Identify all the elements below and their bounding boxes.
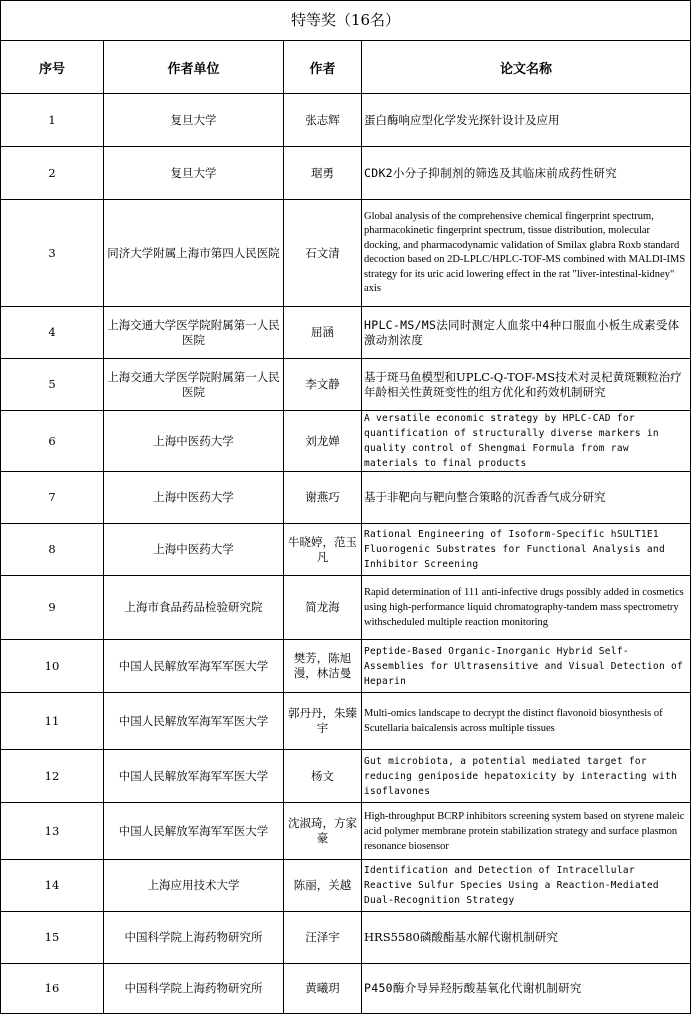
row-author: 屈涵 xyxy=(284,307,362,359)
row-unit: 中国科学院上海药物研究所 xyxy=(104,964,284,1014)
row-no: 9 xyxy=(1,576,104,640)
table-row xyxy=(1,94,691,147)
row-author: 石文清 xyxy=(284,200,362,307)
row-title: 蛋白酶响应型化学发光探针设计及应用 xyxy=(362,94,691,147)
row-no: 7 xyxy=(1,472,104,524)
row-unit: 复旦大学 xyxy=(104,94,284,147)
row-no: 16 xyxy=(1,964,104,1014)
table-row xyxy=(1,576,691,640)
row-unit: 上海中医药大学 xyxy=(104,524,284,576)
table-row xyxy=(1,411,691,472)
table-row xyxy=(1,750,691,803)
row-title: A versatile economic strategy by HPLC-CAD for quantification of structurally diverse markers in quality control of Shengmai Formula from raw materials to final products xyxy=(362,411,691,472)
header-unit: 作者单位 xyxy=(104,41,284,94)
row-no: 2 xyxy=(1,147,104,200)
row-unit: 上海交通大学医学院附属第一人民医院 xyxy=(104,359,284,411)
row-no: 11 xyxy=(1,693,104,750)
table-row xyxy=(1,147,691,200)
row-title: Rapid determination of 111 anti-infective drugs possibly added in cosmetics using high-performance liquid chromatography-tandem mass spectrometry withscheduled multiple reaction monitoring xyxy=(362,576,691,640)
row-title: CDK2小分子抑制剂的筛选及其临床前成药性研究 xyxy=(362,147,691,200)
row-unit: 中国人民解放军海军军医大学 xyxy=(104,693,284,750)
row-author: 刘龙婵 xyxy=(284,411,362,472)
table-caption: 特等奖（16名） xyxy=(1,1,691,41)
row-unit: 上海交通大学医学院附属第一人民医院 xyxy=(104,307,284,359)
row-author: 谢燕巧 xyxy=(284,472,362,524)
table-row xyxy=(1,912,691,964)
row-author: 樊芳，陈旭漫，林洁曼 xyxy=(284,640,362,693)
row-title: High-throughput BCRP inhibitors screening system based on styrene maleic acid polymer membrane protein stabilization strategy and surface plasmon resonance biosensor xyxy=(362,803,691,860)
table-row xyxy=(1,803,691,860)
table-row xyxy=(1,693,691,750)
row-unit: 复旦大学 xyxy=(104,147,284,200)
row-no: 13 xyxy=(1,803,104,860)
row-unit: 中国人民解放军海军军医大学 xyxy=(104,750,284,803)
row-title: Rational Engineering of Isoform-Specific hSULT1E1 Fluorogenic Substrates for Functional Analysis and Inhibitor Screening xyxy=(362,524,691,576)
row-unit: 同济大学附属上海市第四人民医院 xyxy=(104,200,284,307)
row-author: 琚勇 xyxy=(284,147,362,200)
row-no: 15 xyxy=(1,912,104,964)
row-no: 3 xyxy=(1,200,104,307)
table-row xyxy=(1,964,691,1014)
header-row xyxy=(1,41,691,94)
row-title: Peptide-Based Organic-Inorganic Hybrid Self-Assemblies for Ultrasensitive and Visual Detection of Heparin xyxy=(362,640,691,693)
row-title: HRS5580磷酸酯基水解代谢机制研究 xyxy=(362,912,691,964)
row-author: 黄曦玥 xyxy=(284,964,362,1014)
row-title: HPLC-MS/MS法同时测定人血浆中4种口服血小板生成素受体激动剂浓度 xyxy=(362,307,691,359)
row-title: Global analysis of the comprehensive chemical fingerprint spectrum, pharmacokinetic fingerprint spectrum, tissue distribution, molecular docking, and pharmacodynamic validation of Smilax glabra Roxb standard decoction based on 2D-LPLC/HPLC-TOF-MS combined with MALDI-IMS strategy for its uric acid lowering effect in the rat "liver-intestinal-kidney" axis xyxy=(362,200,691,307)
header-author: 作者 xyxy=(284,41,362,94)
row-unit: 中国人民解放军海军军医大学 xyxy=(104,803,284,860)
row-no: 12 xyxy=(1,750,104,803)
row-title: Identification and Detection of Intracellular Reactive Sulfur Species Using a Reaction-Mediated Dual-Recognition Strategy xyxy=(362,860,691,912)
row-author: 汪泽宇 xyxy=(284,912,362,964)
row-unit: 上海中医药大学 xyxy=(104,411,284,472)
table-row xyxy=(1,640,691,693)
row-author: 牛晓婷，范玉凡 xyxy=(284,524,362,576)
table-row xyxy=(1,472,691,524)
table-row xyxy=(1,524,691,576)
row-title: 基于斑马鱼模型和UPLC-Q-TOF-MS技术对灵杞黄斑颗粒治疗年龄相关性黄斑变性的组方优化和药效机制研究 xyxy=(362,359,691,411)
row-unit: 上海中医药大学 xyxy=(104,472,284,524)
caption-row xyxy=(1,1,691,41)
table-row xyxy=(1,200,691,307)
row-unit: 上海市食品药品检验研究院 xyxy=(104,576,284,640)
row-author: 郭丹丹，朱臻宇 xyxy=(284,693,362,750)
row-author: 陈丽，关越 xyxy=(284,860,362,912)
table-row xyxy=(1,860,691,912)
row-author: 简龙海 xyxy=(284,576,362,640)
row-title: Multi-omics landscape to decrypt the distinct flavonoid biosynthesis of Scutellaria baicalensis across multiple tissues xyxy=(362,693,691,750)
table-row xyxy=(1,359,691,411)
table-row xyxy=(1,307,691,359)
row-title: Gut microbiota, a potential mediated target for reducing geniposide hepatoxicity by interacting with isoflavones xyxy=(362,750,691,803)
row-no: 6 xyxy=(1,411,104,472)
row-no: 4 xyxy=(1,307,104,359)
row-unit: 中国科学院上海药物研究所 xyxy=(104,912,284,964)
row-no: 1 xyxy=(1,94,104,147)
row-title: P450酶介导异羟肟酸基氧化代谢机制研究 xyxy=(362,964,691,1014)
row-author: 李文静 xyxy=(284,359,362,411)
row-author: 沈淑琦，方家豪 xyxy=(284,803,362,860)
row-unit: 中国人民解放军海军军医大学 xyxy=(104,640,284,693)
header-no: 序号 xyxy=(1,41,104,94)
row-title: 基于非靶向与靶向整合策略的沉香香气成分研究 xyxy=(362,472,691,524)
row-author: 杨文 xyxy=(284,750,362,803)
row-no: 5 xyxy=(1,359,104,411)
row-no: 8 xyxy=(1,524,104,576)
row-no: 14 xyxy=(1,860,104,912)
row-unit: 上海应用技术大学 xyxy=(104,860,284,912)
header-title: 论文名称 xyxy=(362,41,691,94)
row-author: 张志辉 xyxy=(284,94,362,147)
row-no: 10 xyxy=(1,640,104,693)
